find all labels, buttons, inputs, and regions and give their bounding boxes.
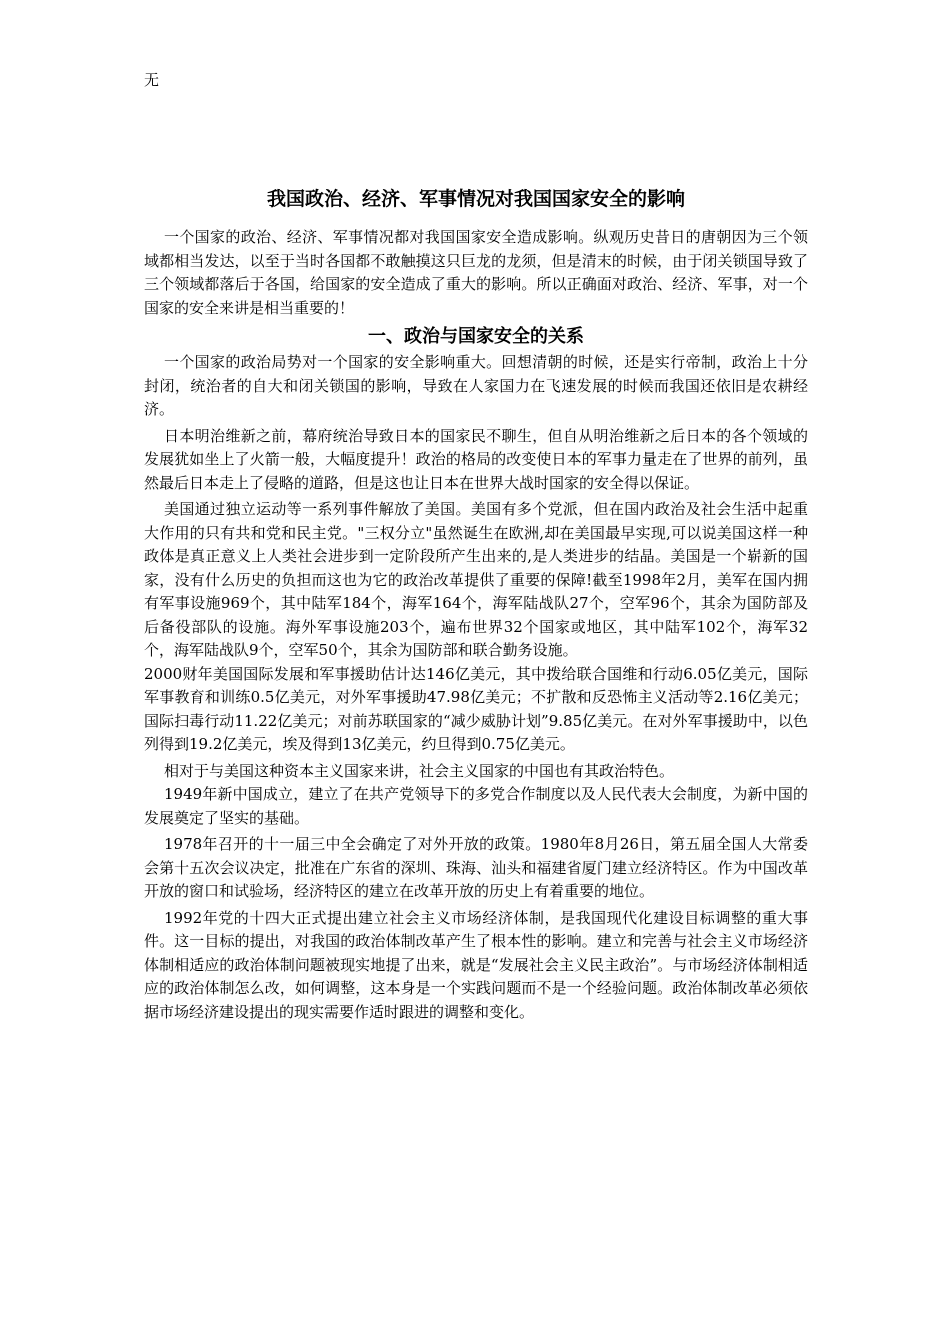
document-body <box>144 186 808 1024</box>
body-paragraph: 1992年党的十四大正式提出建立社会主义市场经济体制，是我国现代化建设目标调整的重大事件。这一目标的提出，对我国的政治体制改革产生了根本性的影响。建立和完善与社会主义市场经济体制相适应的政治体制问题被现实地提了出来，就是“发展社会主义民主政治”。与市场经济体制相适应的政治体制怎么改，如何调整，这本身是一个实践问题而不是一个经验问题。政治体制改革必须依据市场经济建设提出的现实需要作适时跟进的调整和变化。 <box>144 908 808 1021</box>
body-paragraph: 相对于与美国这种资本主义国家来讲，社会主义国家的中国也有其政治特色。 <box>164 761 675 780</box>
body-paragraph: 一个国家的政治局势对一个国家的安全影响重大。回想清朝的时候，还是实行帝制，政治上十分封闭，统治者的自大和闭关锁国的影响，导致在人家国力在飞速发展的时候而我国还依旧是农耕经济。 <box>144 353 808 418</box>
body-paragraph: 2000财年美国国际发展和军事援助估计达146亿美元，其中拨给联合国维和行动6.05亿美元，国际军事教育和训练0.5亿美元，对外军事援助47.98亿美元；不扩散和反恐怖主义活动等2.16亿美元；国际扫毒行动11.22亿美元；对前苏联国家的“减少威胁计划”9.85亿美元。在对外军事援助中，以色列得到19.2亿美元，埃及得到13亿美元，约旦得到0.75亿美元。 <box>144 664 808 753</box>
body-paragraph: 1978年召开的十一届三中全会确定了对外开放的政策。1980年8月26日，第五届全国人大常委会第十五次会议决定，批准在广东省的深圳、珠海、汕头和福建省厦门建立经济特区。作为中国改革开放的窗口和试验场，经济特区的建立在改革开放的历史上有着重要的地位。 <box>144 835 808 900</box>
intro-paragraph: 一个国家的政治、经济、军事情况都对我国国家安全造成影响。纵观历史昔日的唐朝因为三个领域都相当发达，以至于当时各国都不敢触摸这只巨龙的龙须，但是清末的时候，由于闭关锁国导致了三个领域都落后于各国，给国家的安全造成了重大的影响。所以正确面对政治、经济、军事，对一个国家的安全来讲是相当重要的！ <box>144 228 808 317</box>
document-title: 我国政治、经济、军事情况对我国国家安全的影响 <box>266 188 685 210</box>
body-paragraph: 1949年新中国成立，建立了在共产党领导下的多党合作制度以及人民代表大会制度，为新中国的发展奠定了坚实的基础。 <box>144 785 808 827</box>
header-mark: 无 <box>144 71 160 89</box>
body-paragraph: 美国通过独立运动等一系列事件解放了美国。美国有多个党派，但在国内政治及社会生活中起重大作用的只有共和党和民主党。"三权分立"虽然诞生在欧洲,却在美国最早实现,可以说美国这样一种政体是真正意义上人类社会进步到一定阶段所产生出来的,是人类进步的结晶。美国是一个崭新的国家，没有什么历史的负担而这也为它的政治改革提供了重要的保障!截至1998年2月，美军在国内拥有军事设施969个，其中陆军184个，海军164个，海军陆战队27个，空军96个，其余为国防部及后备役部队的设施。海外军事设施203个，遍布世界32个国家或地区，其中陆军102个，海军32个，海军陆战队9个，空军50个，其余为国防部和联合勤务设施。 <box>144 500 808 659</box>
section-title: 一、政治与国家安全的关系 <box>368 326 584 347</box>
body-paragraph: 日本明治维新之前，幕府统治导致日本的国家民不聊生，但自从明治维新之后日本的各个领域的发展犹如坐上了火箭一般，大幅度提升！政治的格局的改变使日本的军事力量走在了世界的前列，虽然最后日本走上了侵略的道路，但是这也让日本在世界大战时国家的安全得以保证。 <box>144 426 808 492</box>
